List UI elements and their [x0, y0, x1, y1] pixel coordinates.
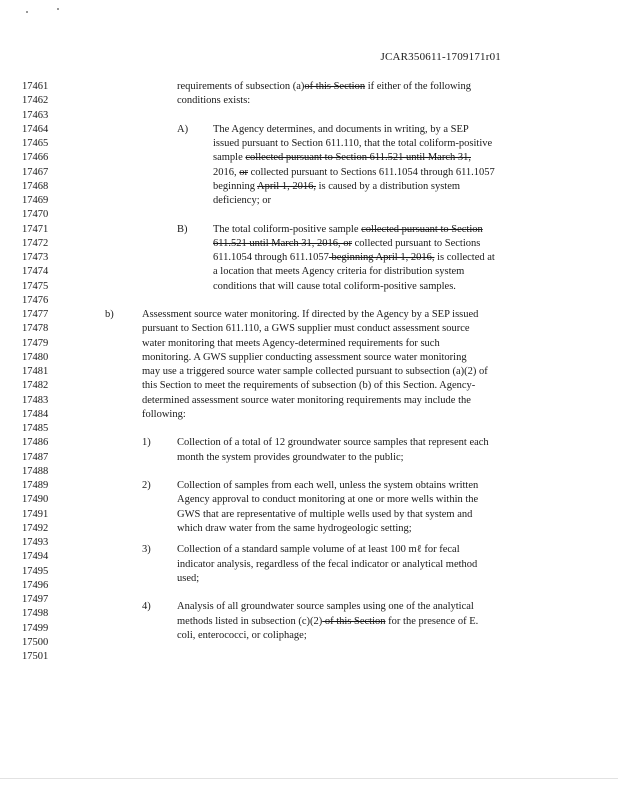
- line-number: 17494: [22, 551, 49, 563]
- item-1-label: 1): [142, 437, 151, 449]
- item-2-text: Collection of samples from each well, unless the system obtains written Agency approval to conduct monitoring at one or more wells within the GWS that are representative of multiple wells used by that system and which draw water from the same hydrogeologic setting;: [177, 480, 479, 534]
- item-3-text: Collection of a standard sample volume of at least 100 mℓ for fecal indicator analysis, regardless of the fecal indicator or analytical method used;: [177, 544, 478, 584]
- line-number: 17484: [22, 408, 49, 420]
- line-number: 17479: [22, 337, 49, 349]
- struck-text: collected pursuant to Section: [361, 223, 483, 235]
- line-number: 17465: [22, 138, 49, 149]
- line-number: 17488: [22, 465, 49, 477]
- page-bottom-edge: [0, 778, 618, 779]
- line-number: 17497: [22, 594, 49, 605]
- line-number: 17478: [22, 323, 49, 335]
- scan-speck: [26, 11, 28, 13]
- line-number: 17499: [22, 622, 49, 634]
- line-number: 17496: [22, 579, 49, 591]
- document-id: JCAR350611-1709171r01: [380, 51, 501, 63]
- line-number-column: [22, 80, 66, 664]
- line-number: 17470: [22, 209, 49, 221]
- line-number: 17469: [22, 195, 49, 206]
- item-A-label: A): [177, 123, 189, 135]
- line-number: 17490: [22, 494, 49, 506]
- line-number: 17483: [22, 394, 49, 406]
- struck-text: collected pursuant to Section 611.521 until March 31,: [245, 152, 471, 164]
- struck-text: or: [239, 166, 248, 178]
- line-number: 17487: [22, 451, 49, 463]
- line-number: 17481: [22, 366, 49, 377]
- line-number: 17493: [22, 537, 49, 548]
- line-number: 17463: [22, 109, 49, 121]
- line-number: 17473: [22, 252, 49, 263]
- line-number: 17467: [22, 166, 49, 178]
- struck-text: of this Section: [322, 615, 386, 627]
- line-number: 17486: [22, 437, 49, 449]
- line-number: 17482: [22, 380, 49, 392]
- item-4-label: 4): [142, 601, 151, 613]
- struck-text: beginning April 1, 2016,: [328, 252, 435, 263]
- line-number: 17468: [22, 180, 49, 192]
- item-1-text: Collection of a total of 12 groundwater source samples that represent each month the system provides groundwater to the public;: [177, 437, 489, 463]
- item-B-text: The total coliform-positive sample collected pursuant to Section 611.521 until March 31, 2016, or collected pursuant to Sections 611.1054 through 611.1057 beginning April 1, 2016, is collected at a location that meets Agency criteria for distribution system conditions that will cause total coliform-positive samples.: [213, 223, 495, 292]
- item-A-text: The Agency determines, and documents in writing, by a SEP issued pursuant to Section 611.110, that the total coliform-positive sample collected pursuant to Section 611.521 until March 31, 2016, or collected pursuant to Sections 611.1054 through 611.1057 beginning April 1, 2016, is caused by a distribution system deficiency; or: [213, 123, 495, 206]
- item-B-label: B): [177, 223, 188, 235]
- line-number: 17492: [22, 522, 49, 534]
- item-2-label: 2): [142, 480, 151, 491]
- line-number: 17480: [22, 351, 49, 363]
- item-b-label: b): [105, 309, 114, 320]
- line-number: 17477: [22, 309, 49, 320]
- line-number: 17500: [22, 636, 49, 648]
- intro-paragraph: requirements of subsection (a)of this Section if either of the following conditions exists:: [177, 81, 471, 107]
- line-number: 17461: [22, 81, 49, 92]
- line-number: 17485: [22, 423, 49, 434]
- line-number: 17472: [22, 237, 49, 249]
- scan-speck: [57, 8, 59, 10]
- line-number: 17491: [22, 508, 49, 520]
- line-number: 17501: [22, 651, 49, 662]
- struck-text: of this Section: [304, 81, 366, 92]
- item-b-text: Assessment source water monitoring. If directed by the Agency by a SEP issued pursuant to Section 611.110, a GWS supplier must conduct assessment source water monitoring that meets Agency-determined requirements for such monitoring. A GWS supplier conducting assessment source water monitoring may use a triggered source water sample collected pursuant to subsection (a)(2) of this Section to meet the requirements of subsection (b) of this Section. Agency- determined assessment source water monitoring requirements may include the following:: [142, 309, 488, 420]
- line-number: 17475: [22, 280, 49, 292]
- line-number: 17462: [22, 95, 49, 107]
- line-number: 17476: [22, 294, 49, 306]
- struck-text: 611.521 until March 31, 2016, or: [213, 237, 353, 249]
- line-number: 17464: [22, 123, 49, 135]
- line-number: 17489: [22, 480, 49, 491]
- struck-text: April 1, 2016,: [257, 180, 316, 192]
- line-number: 17471: [22, 223, 49, 235]
- item-4-text: Analysis of all groundwater source samples using one of the analytical methods listed in subsection (c)(2) of this Section for the presence of E. coli, enterococci, or coliphage;: [177, 601, 479, 641]
- line-number: 17495: [22, 565, 49, 577]
- line-number: 17498: [22, 608, 49, 620]
- item-3-label: 3): [142, 544, 151, 556]
- line-number: 17474: [22, 266, 49, 278]
- line-number: 17466: [22, 152, 49, 164]
